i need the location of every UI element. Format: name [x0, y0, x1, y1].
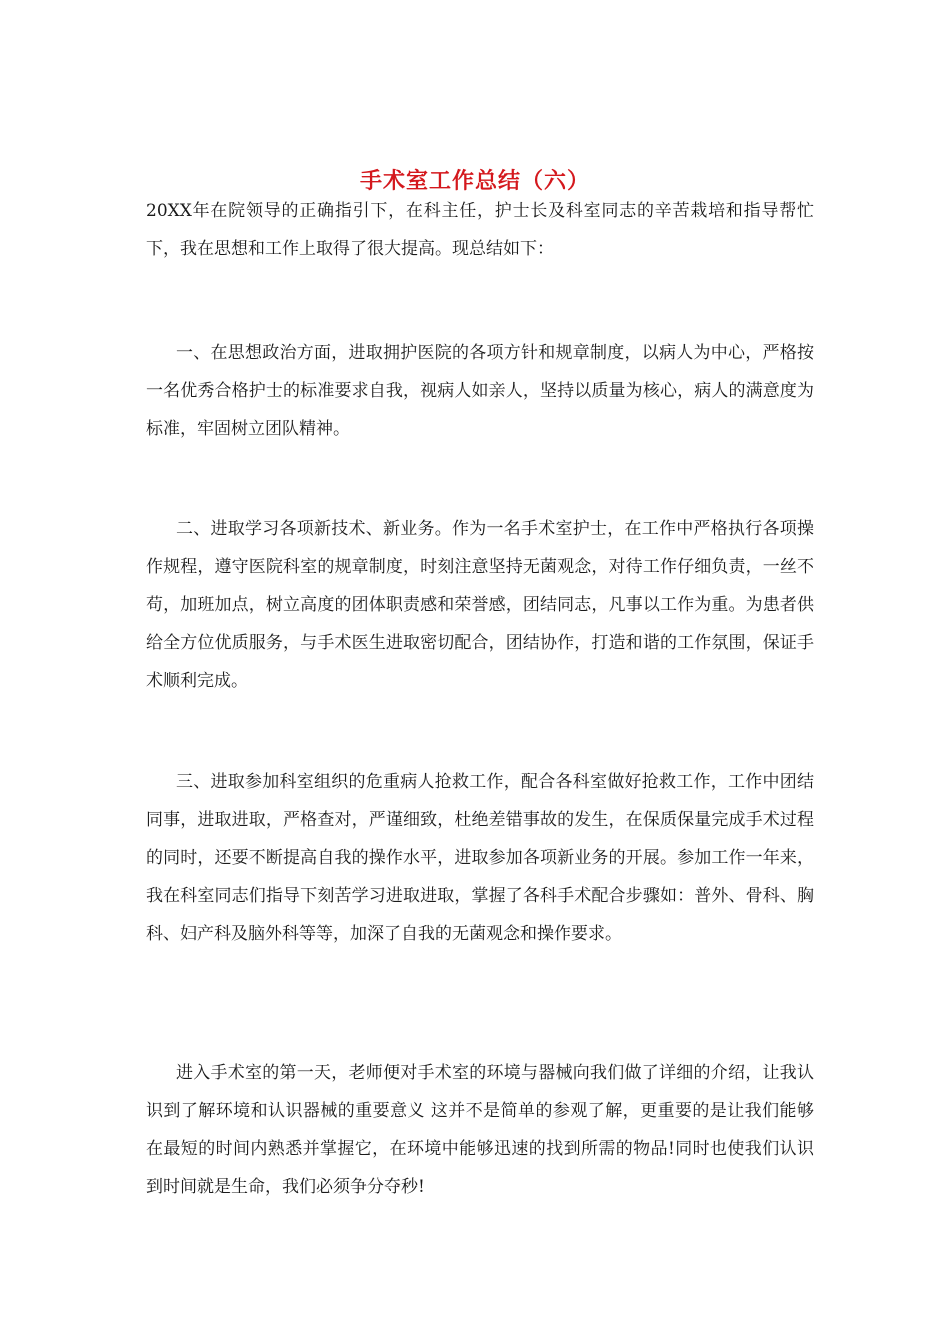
- paragraph-political: 一、在思想政治方面，进取拥护医院的各项方针和规章制度，以病人为中心，严格按一名优秀合格护士的标准要求自我，视病人如亲人，坚持以质量为核心，病人的满意度为标准，牢固树立团队精神。: [146, 343, 814, 439]
- intro-paragraph: 20XX年在院领导的正确指引下，在科主任，护士长及科室同志的辛苦栽培和指导帮忙下，我在思想和工作上取得了很大提高。现总结如下：: [146, 201, 814, 259]
- paragraph-rescue-work: 三、进取参加科室组织的危重病人抢救工作，配合各科室做好抢救工作，工作中团结同事，进取进取，严格查对，严谨细致，杜绝差错事故的发生，在保质保量完成手术过程的同时，还要不断提高自我的操作水平，进取参加各项新业务的开展。参加工作一年来，我在科室同志们指导下刻苦学习进取进取，掌握了各科手术配合步骤如：普外、骨科、胸科、妇产科及脑外科等等，加深了自我的无菌观念和操作要求。: [146, 772, 814, 944]
- paragraph-learning: 二、进取学习各项新技术、新业务。作为一名手术室护士，在工作中严格执行各项操作规程，遵守医院科室的规章制度，时刻注意坚持无菌观念，对待工作仔细负责，一丝不苟，加班加点，树立高度的团体职责感和荣誉感，团结同志，凡事以工作为重。为患者供给全方位优质服务，与手术医生进取密切配合，团结协作，打造和谐的工作氛围，保证手术顺利完成。: [146, 519, 814, 691]
- document-title: 手术室工作总结（六）: [359, 168, 590, 194]
- paragraph-first-day: 进入手术室的第一天，老师便对手术室的环境与器械向我们做了详细的介绍，让我认识到了解环境和认识器械的重要意义 这并不是简单的参观了解，更重要的是让我们能够在最短的时间内熟悉并掌握它，在环境中能够迅速的找到所需的物品!同时也使我们认识到时间就是生命，我们必须争分夺秒!: [146, 1063, 814, 1197]
